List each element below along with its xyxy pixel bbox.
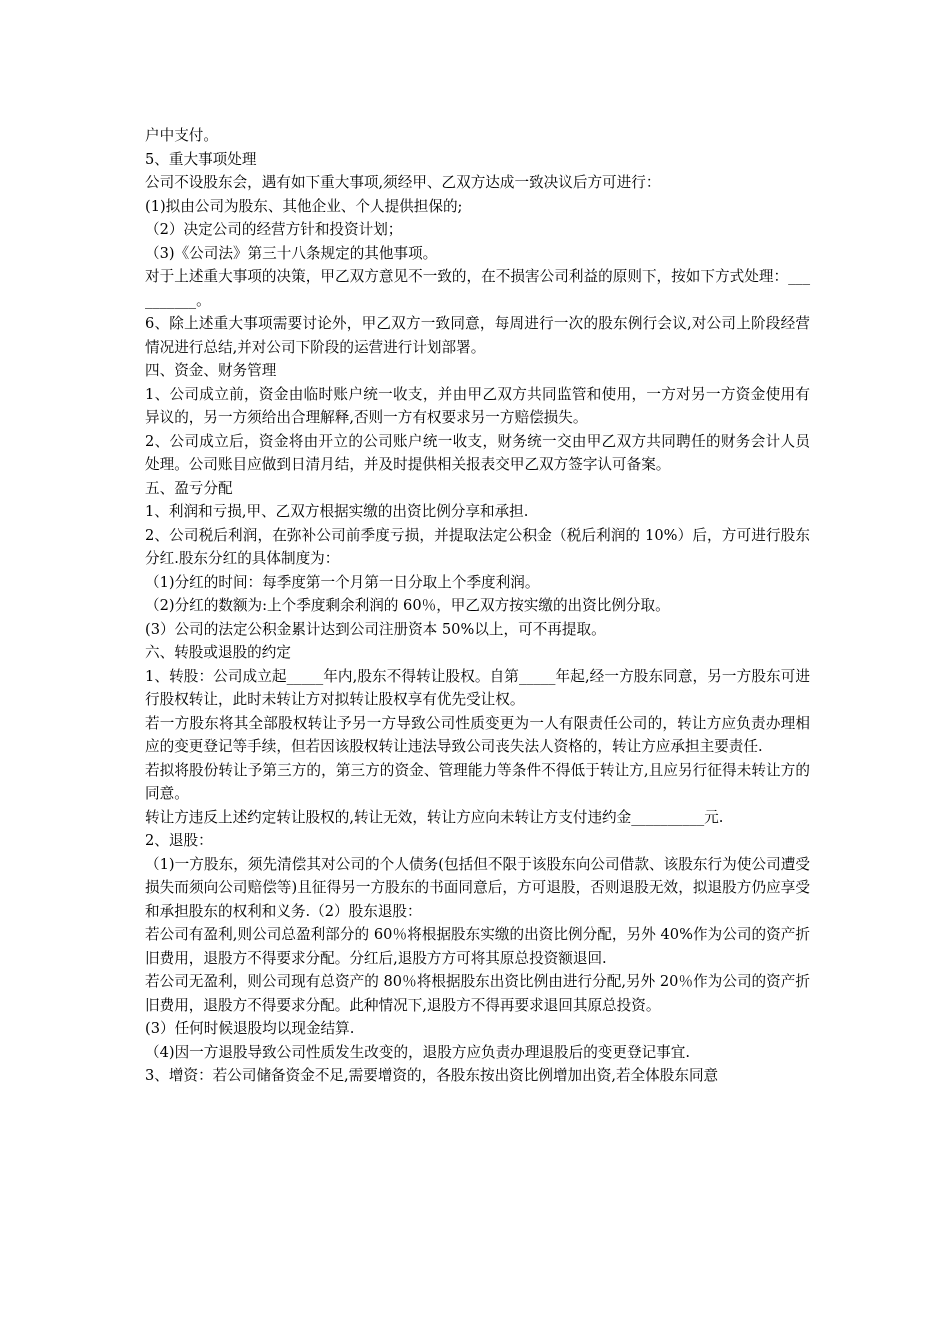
paragraph-capital-increase: 3、增资：若公司储备资金不足,需要增资的，各股东按出资比例增加出资,若全体股东同意 [145, 1067, 719, 1084]
list-item-reserve-fund: (3）公司的法定公积金累计达到公司注册资本 50%以上，可不再提取。 [145, 620, 606, 638]
paragraph-payment-end: 户中支付。 [145, 127, 218, 144]
paragraph-withdrawal-with-profit: 若公司有盈利,则公司总盈利部分的 60％将根据股东实缴的出资比例分配，另外 40%作为公司的资产折旧费用，退股方不得要求分配。分红后,退股方方可将其原总投资额退回. [145, 926, 810, 967]
paragraph-breach-penalty: 转让方违反上述约定转让股权的,转让无效，转让方应向未转让方支付违约金__________元. [145, 808, 724, 826]
list-item-guarantee: (1)拟由公司为股东、其他企业、个人提供担保的; [145, 197, 463, 215]
paragraph-funds-before-founding: 1、公司成立前，资金由临时账户统一收支，并由甲乙双方共同监管和使用，一方对另一方资金使用有异议的，另一方须给出合理解释,否则一方有权要求另一方赔偿损失。 [145, 385, 810, 426]
paragraph-no-shareholder-meeting: 公司不设股东会，遇有如下重大事项,须经甲、乙双方达成一致决议后方可进行： [145, 174, 661, 191]
paragraph-full-transfer: 若一方股东将其全部股权转让予另一方导致公司性质变更为一人有限责任公司的，转让方应负责办理相应的变更登记等手续，但若因该股权转让违法导致公司丧失法人资格的，转让方应承担主要责任. [145, 714, 810, 755]
list-item-company-law: （3)《公司法》第三十八条规定的其他事项。 [145, 244, 438, 262]
heading-share-transfer: 六、转股或退股的约定 [145, 644, 291, 661]
paragraph-funds-after-founding: 2、公司成立后，资金将由开立的公司账户统一收支，财务统一交由甲乙双方共同聘任的财务会计人员处理。公司账目应做到日清月结，并及时提供相关报表交甲乙双方签字认可备案。 [145, 432, 810, 473]
list-item-registration-change: （4)因一方退股导致公司性质发生改变的，退股方应负责办理退股后的变更登记事宜. [145, 1043, 690, 1061]
list-item-dividend-amount: （2)分红的数额为:上个季度剩余利润的 60％，甲乙双方按实缴的出资比例分取。 [145, 597, 670, 614]
heading-profit-loss: 五、盈亏分配 [145, 479, 233, 497]
list-item-dividend-time: （1)分红的时间：每季度第一个月第一日分取上个季度利润。 [145, 573, 540, 591]
paragraph-withdrawal-conditions: （1)一方股东，须先清偿其对公司的个人债务(包括但不限于该股东向公司借款、该股东行为使公司遭受损失而须向公司赔偿等)且征得另一方股东的书面同意后，方可退股，否则退股无效，拟退股方仍应享受和承担股东的权利和义务.（2）股东退股： [145, 855, 810, 920]
paragraph-profit-sharing: 1、利润和亏损,甲、乙双方根据实缴的出资比例分享和承担. [145, 503, 529, 520]
paragraph-third-party-transfer: 若拟将股份转让予第三方的，第三方的资金、管理能力等条件不得低于转让方,且应另行征得未转让方的同意。 [145, 761, 810, 802]
heading-finance-management: 四、资金、财务管理 [145, 362, 277, 379]
list-item-cash-settlement: (3）任何时候退股均以现金结算. [145, 1020, 355, 1037]
paragraph-after-tax-profit: 2、公司税后利润，在弥补公司前季度亏损，并提取法定公积金（税后利润的 10%）后，方可进行股东分红.股东分红的具体制度为： [145, 526, 810, 567]
paragraph-transfer-rules: 1、转股：公司成立起_____年内,股东不得转让股权。自第_____年起,经一方股东同意，另一方股东可进行股权转让，此时未转让方对拟转让股权享有优先受让权。 [145, 667, 810, 708]
document-page [145, 124, 810, 1088]
heading-major-matters: 5、重大事项处理 [145, 150, 257, 168]
list-item-business-plan: （2）决定公司的经营方针和投资计划； [145, 221, 403, 238]
paragraph-disagreement-handling: 对于上述重大事项的决策，甲乙双方意见不一致的，在不损害公司利益的原则下，按如下方式处理：__________。 [145, 268, 810, 309]
paragraph-weekly-meeting: 6、除上述重大事项需要讨论外，甲乙双方一致同意，每周进行一次的股东例行会议,对公司上阶段经营情况进行总结,并对公司下阶段的运营进行计划部署。 [145, 315, 810, 356]
heading-withdrawal: 2、退股： [145, 832, 213, 849]
paragraph-withdrawal-without-profit: 若公司无盈利，则公司现有总资产的 80％将根据股东出资比例由进行分配,另外 20％作为公司的资产折旧费用，退股方不得要求分配。此种情况下,退股方不得再要求退回其原总投资。 [145, 973, 810, 1014]
